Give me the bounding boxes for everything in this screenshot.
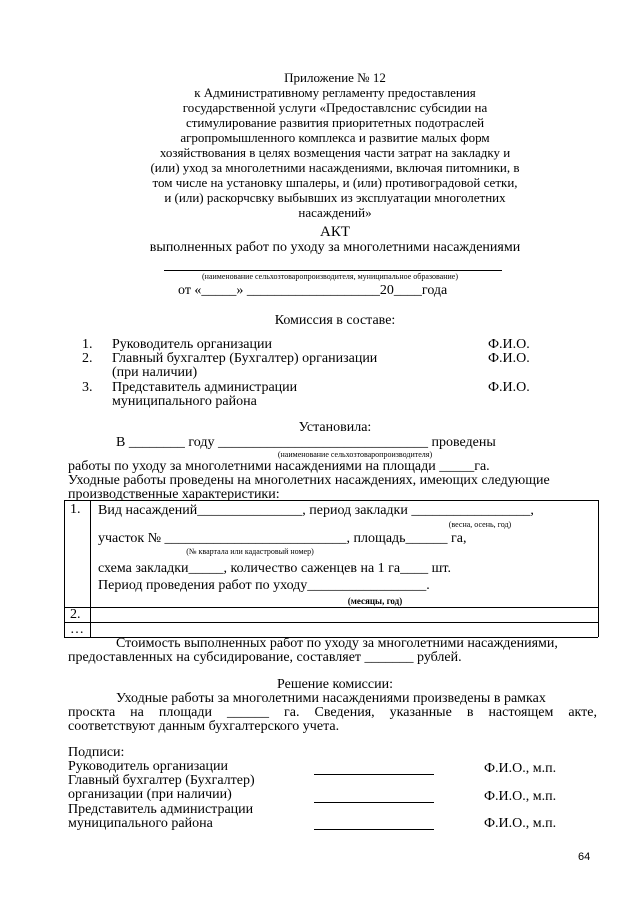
member-role-note: (при наличии) [112, 365, 198, 380]
signatures-heading: Подписи: [68, 745, 125, 760]
appendix-line: (или) уход за многолетними насаждениями, включая питомники, в [150, 160, 520, 175]
planting-period-caption: (весна, осень, год) [448, 520, 512, 529]
signature-line [314, 802, 434, 803]
plot-line: участок № __________________________, площадь______ га, [98, 531, 467, 546]
established-line: производственные характеристики: [68, 487, 280, 502]
decision-line: соответствуют данным бухгалтерского учета. [68, 719, 340, 734]
signature-line [314, 774, 434, 775]
act-title: АКТ [320, 224, 350, 240]
appendix-line: к Административному регламенту предоставления [194, 85, 476, 100]
signature-label-note: муниципального района [68, 816, 213, 831]
member-fio: Ф.И.О. [488, 351, 530, 366]
appendix-line: агропромышленного комплекса и развитие малых форм [180, 130, 490, 145]
signature-label: Руководитель организации [68, 759, 228, 774]
plant-type-line: Вид насаждений_______________, период закладки _________________, [98, 503, 534, 518]
member-number: 2. [82, 351, 93, 366]
appendix-title: Приложение № 12 [284, 70, 386, 85]
table-row-number: 2. [70, 607, 81, 622]
established-heading: Установила: [298, 420, 372, 435]
signature-label-note: организации (при наличии) [68, 787, 232, 802]
member-role: Главный бухгалтер (Бухгалтер) организации [112, 351, 378, 366]
org-name-line [164, 270, 502, 271]
plot-caption: (№ квартала или кадастровый номер) [186, 547, 314, 556]
signature-label: Главный бухгалтер (Бухгалтер) [68, 773, 255, 788]
planting-scheme-line: схема закладки_____, количество саженцев на 1 га____ шт. [98, 561, 451, 576]
signature-fio: Ф.И.О., м.п. [484, 789, 557, 804]
decision-line: проскта на площади ______ га. Сведения, указанные в настоящем акте, [68, 705, 597, 720]
act-subtitle: выполненных работ по уходу за многолетними насаждениями [149, 240, 521, 255]
cost-line: предоставленных на субсидирование, составляет _______ рублей. [68, 650, 462, 665]
care-period-line: Период проведения работ по уходу_________________. [98, 578, 430, 593]
appendix-line: стимулирование развития приоритетных подотраслей [185, 115, 485, 130]
member-fio: Ф.И.О. [488, 337, 530, 352]
member-role: Представитель администрации [112, 380, 298, 395]
established-caption: (наименование сельхозтоваропроизводителя) [277, 450, 433, 459]
signature-label: Представитель администрации [68, 802, 254, 817]
appendix-line: насаждений» [298, 205, 372, 220]
appendix-line: том числе на установку шпалеры, и (или) противоградовой сетки, [152, 175, 518, 190]
decision-heading: Решение комиссии: [277, 677, 393, 692]
member-fio: Ф.И.О. [488, 380, 530, 395]
member-role: Руководитель организации [112, 337, 272, 352]
member-number: 3. [82, 380, 93, 395]
established-line: работы по уходу за многолетними насаждениями на площади _____га. [68, 459, 490, 474]
commission-heading: Комиссия в составе: [274, 313, 396, 328]
decision-line: Уходные работы за многолетними насаждениями произведены в рамках [116, 691, 546, 706]
signature-fio: Ф.И.О., м.п. [484, 816, 557, 831]
org-caption: (наименование сельхозтоваропроизводителя, муниципальное образование) [202, 272, 458, 281]
signature-line [314, 829, 434, 830]
member-number: 1. [82, 337, 93, 352]
date-line: от «_____» ___________________20____года [178, 283, 448, 298]
cost-line: Стоимость выполненных работ по уходу за многолетними насаждениями, [116, 636, 558, 651]
appendix-line: государственной услуги «Предоставлснис субсидии на [182, 100, 488, 115]
signature-fio: Ф.И.О., м.п. [484, 761, 557, 776]
page-number: 64 [578, 851, 591, 863]
table-row-number: 1. [70, 502, 81, 517]
care-period-caption: (месяцы, год) [347, 596, 403, 606]
established-line: Уходные работы проведены на многолетних насаждениях, имеющих следующие [68, 473, 550, 488]
appendix-line: хозяйствования в целях возмещения части затрат на закладку и [159, 145, 511, 160]
member-role-note: муниципального района [112, 394, 257, 409]
appendix-line: и (или) раскорчсвку выбывших из эксплуатации многолетних [164, 190, 506, 205]
table-row-number: … [70, 622, 84, 637]
established-line: В ________ году ______________________________ проведены [116, 435, 496, 450]
